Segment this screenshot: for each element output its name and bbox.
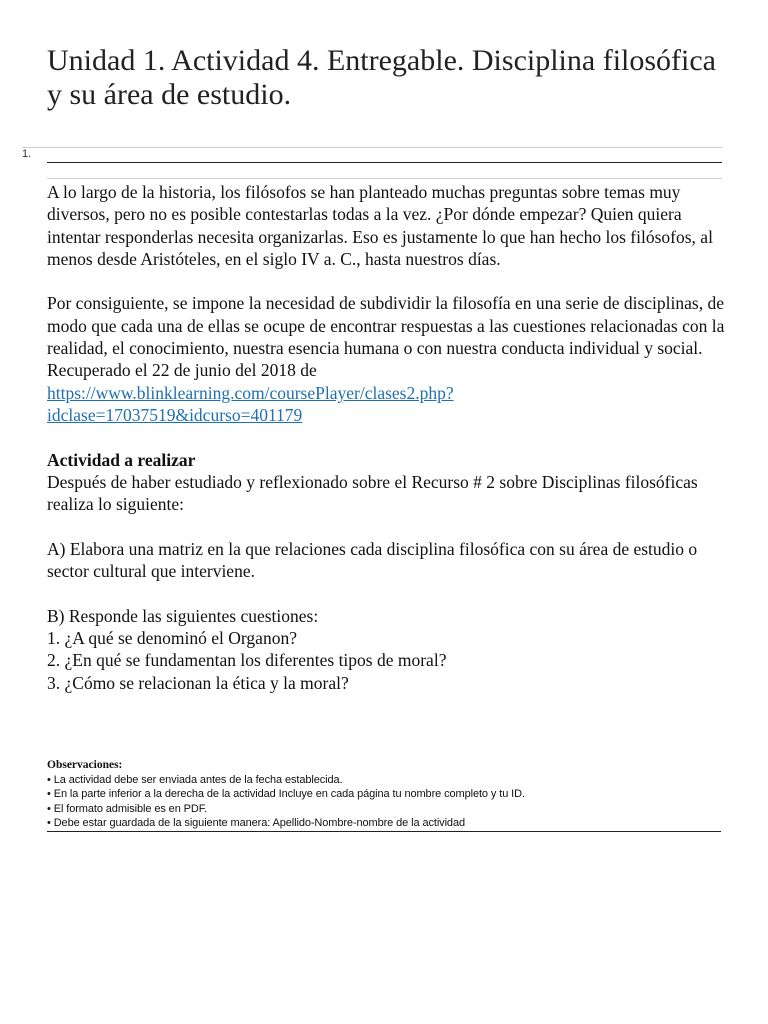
disciplines-paragraph: Por consiguiente, se impone la necesidad de subdividir la filosofía en una serie de disciplinas, de modo que cada una de ellas se ocupe de encontrar respuestas a las cuestiones relacionadas con la realidad, el conocimiento, nuestra esencia humana o con nuestra conducta individual y social.	[47, 293, 725, 359]
retrieved-text: Recuperado el 22 de junio del 2018 de	[47, 360, 317, 381]
activity-intro: Después de haber estudiado y reflexionado sobre el Recurso # 2 sobre Disciplinas filosóficas realiza lo siguiente:	[47, 471, 698, 515]
observation-item: • El formato admisible es en PDF.	[47, 802, 208, 815]
observation-item: • La actividad debe ser enviada antes de la fecha establecida.	[47, 773, 343, 786]
paragraph-spacer	[47, 515, 727, 537]
instruction-b: B) Responde las siguientes cuestiones:	[47, 605, 319, 626]
instruction-a: A) Elabora una matriz en la que relaciones cada disciplina filosófica con su área de estudio o sector cultural que interviene.	[47, 538, 698, 582]
question-item: 1. ¿A qué se denominó el Organon?	[47, 627, 297, 648]
question-item: 2. ¿En qué se fundamentan los diferentes tipos de moral?	[47, 650, 447, 671]
answer-line	[47, 162, 722, 163]
source-link[interactable]	[47, 382, 727, 427]
observation-item: • Debe estar guardada de la siguiente manera: Apellido-Nombre-nombre de la actividad	[47, 817, 465, 829]
section-divider	[47, 178, 722, 179]
observations-title: Observaciones:	[47, 759, 123, 771]
source-link-line-1[interactable]: https://www.blinklearning.com/coursePlayer/clases2.php?	[47, 382, 454, 403]
top-divider	[22, 147, 722, 148]
paragraph-spacer	[47, 426, 727, 448]
paragraph-spacer	[47, 270, 727, 292]
document-title: Unidad 1. Actividad 4. Entregable. Disciplina filosófica y su área de estudio.	[47, 44, 716, 111]
activity-heading: Actividad a realizar	[47, 449, 196, 470]
main-content	[47, 181, 727, 694]
observations-block	[47, 758, 721, 831]
intro-paragraph: A lo largo de la historia, los filósofos se han planteado muchas preguntas sobre temas muy diversos, pero no es posible contestarlas todas a la vez. ¿Por dónde empezar? Quien quiera intentar responderlas necesita organizarlas. Eso es justamente lo que han hecho los filósofos, al menos desde Aristóteles, en el siglo IV a. C., hasta nuestros días.	[47, 182, 713, 269]
observation-item: • En la parte inferior a la derecha de la actividad Incluye en cada página tu nombre completo y tu ID.	[47, 788, 525, 800]
question-number: 1.	[22, 148, 32, 160]
source-link-line-2[interactable]: idclase=17037519&idcurso=401179	[47, 404, 303, 425]
bottom-rule	[47, 831, 721, 832]
question-item: 3. ¿Cómo se relacionan la ética y la moral?	[47, 672, 349, 693]
paragraph-spacer	[47, 582, 727, 604]
